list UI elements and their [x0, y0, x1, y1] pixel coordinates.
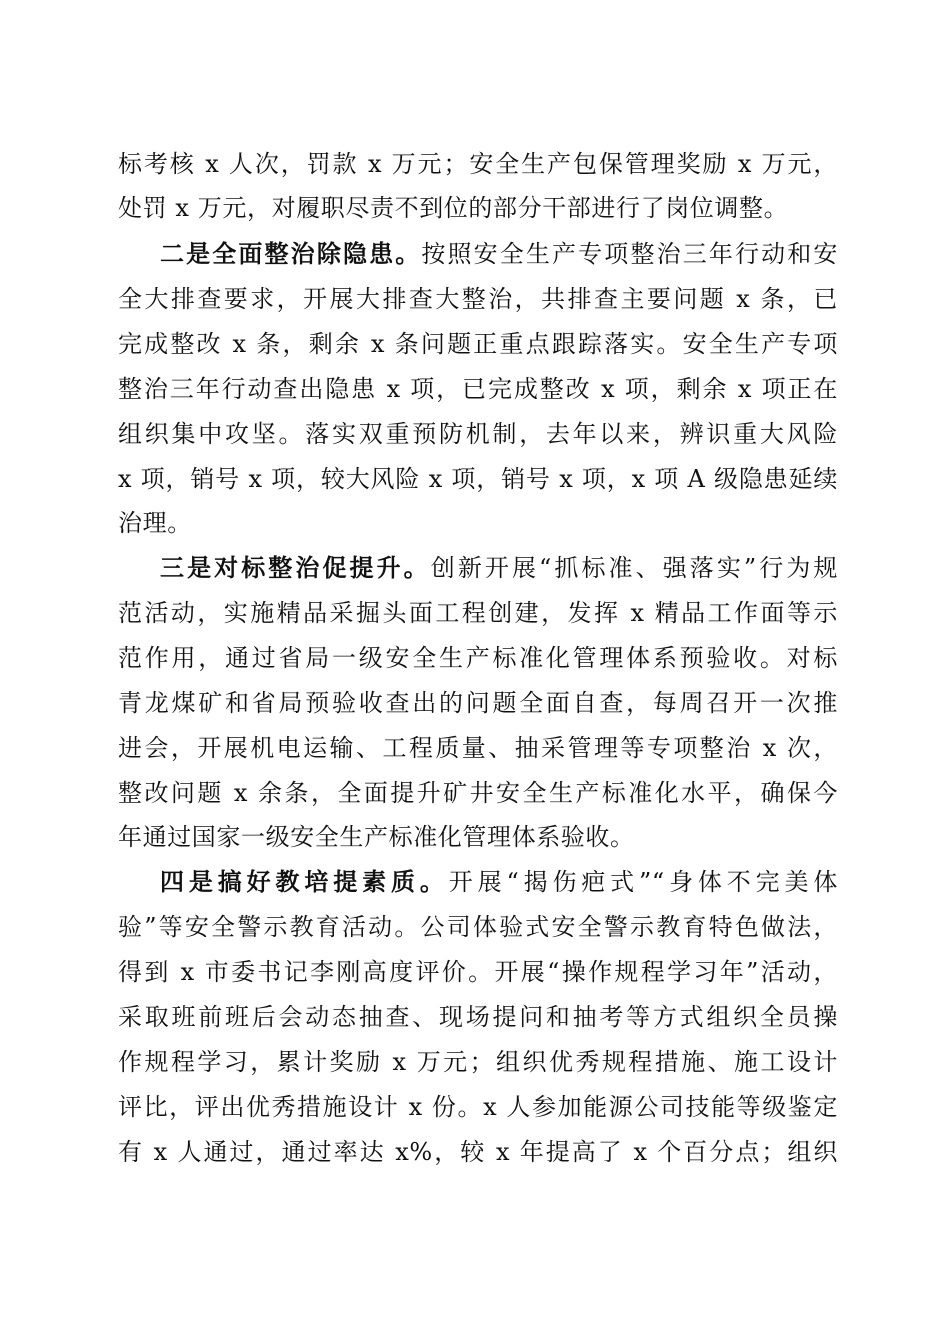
text-line: 范作用，通过省局一级安全生产标准化管理体系预验收。对标: [118, 644, 838, 672]
text-line: 范活动，实施精品采掘头面工程创建，发挥 x 精品工作面等示: [118, 599, 838, 627]
text-line: 全大排查要求，开展大排查大整治，共排查主要问题 x 条，已: [118, 285, 838, 313]
text-line: 评比，评出优秀措施设计 x 份。x 人参加能源公司技能等级鉴定: [118, 1093, 838, 1121]
text-line: 完成整改 x 条，剩余 x 条问题正重点跟踪落实。安全生产专项: [118, 330, 838, 358]
paragraph-first-line: [160, 234, 838, 274]
text-line: 采取班前班后会动态抽查、现场提问和抽考等方式组织全员操: [118, 1003, 838, 1031]
paragraph-text: 创新开展“抓标准、强落实”行为规: [430, 554, 839, 582]
text-line: 标考核 x 人次，罚款 x 万元；安全生产包保管理奖励 x 万元，: [118, 150, 838, 178]
text-line: 有 x 人通过，通过率达 x%，较 x 年提高了 x 个百分点；组织: [118, 1138, 838, 1166]
text-line: 验”等安全警示教育活动。公司体验式安全警示教育特色做法，: [118, 913, 838, 941]
paragraph-lead: 二是全面整治除隐患。: [160, 239, 422, 268]
text-line: 整治三年行动查出隐患 x 项，已完成整改 x 项，剩余 x 项正在: [118, 375, 838, 403]
text-line: 进会，开展机电运输、工程质量、抽采管理等专项整治 x 次，: [118, 734, 838, 762]
paragraph-first-line: [160, 862, 838, 902]
text-line: 得到 x 市委书记李刚高度评价。开展“操作规程学习年”活动，: [118, 958, 838, 986]
text-line: 作规程学习，累计奖励 x 万元；组织优秀规程措施、施工设计: [118, 1048, 838, 1076]
text-line: 组织集中攻坚。落实双重预防机制，去年以来，辨识重大风险: [118, 420, 838, 448]
paragraph-lead: 四是搞好教培提素质。: [160, 867, 449, 896]
paragraph-first-line: [160, 548, 838, 588]
text-line: 处罚 x 万元，对履职尽责不到位的部分干部进行了岗位调整。: [118, 194, 789, 222]
paragraph-lead: 三是对标整治促提升。: [160, 553, 431, 582]
paragraph-text: 按照安全生产专项整治三年行动和安: [421, 240, 838, 268]
text-line: 青龙煤矿和省局预验收查出的问题全面自查，每周召开一次推: [118, 689, 838, 717]
text-line: 治理。: [118, 509, 192, 537]
paragraph-text: 开展“揭伤疤式”“身体不完美体: [448, 868, 839, 896]
text-line: x 项，销号 x 项，较大风险 x 项，销号 x 项，x 项 A 级隐患延续: [118, 465, 838, 493]
text-line: 整改问题 x 余条，全面提升矿井安全生产标准化水平，确保今: [118, 779, 838, 807]
text-line: 年通过国家一级安全生产标准化管理体系验收。: [118, 823, 635, 851]
